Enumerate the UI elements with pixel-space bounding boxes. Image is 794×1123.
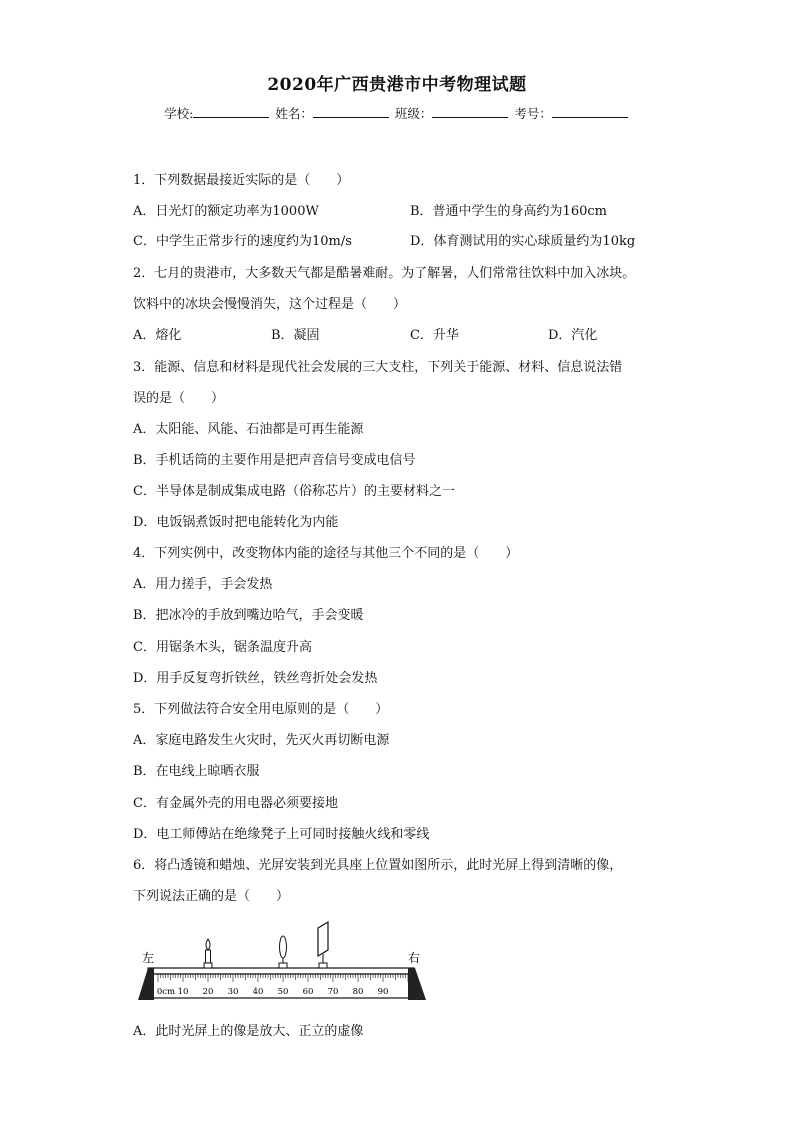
question-1-option-b[interactable]: B．普通中学生的身高约为160cm — [410, 204, 607, 219]
exam-title: 2020年广西贵港市中考物理试题 — [267, 75, 527, 95]
ruler-label-90: 90 — [377, 987, 389, 997]
class-label: 班级： — [394, 106, 433, 121]
question-4-option-c[interactable]: C．用锯条木头，锯条温度升高 — [133, 640, 312, 655]
ruler-label-70: 70 — [327, 987, 339, 997]
lens-glass — [280, 936, 287, 958]
class-blank[interactable] — [432, 104, 508, 118]
question-2-stem-line-1: 2．七月的贵港市，大多数天气都是酷暑难耐。为了解暑，人们常常往饮料中加入冰块。 — [133, 266, 636, 281]
question-3-stem-line-2: 误的是（ ） — [133, 391, 225, 406]
student-info-row — [0, 104, 794, 122]
ruler-label-60: 60 — [302, 987, 314, 997]
question-5-option-b[interactable]: B．在电线上晾晒衣服 — [133, 764, 260, 779]
question-1-stem: 1．下列数据最接近实际的是（ ） — [133, 173, 350, 188]
candle — [204, 939, 212, 968]
school-label: 学校: — [164, 106, 194, 121]
bench-rail — [148, 968, 414, 974]
question-6-stem-line-2: 下列说法正确的是（ ） — [133, 889, 290, 904]
name-label: 姓名： — [275, 106, 313, 121]
left-label: 左 — [142, 951, 155, 965]
question-1-option-c[interactable]: C．中学生正常步行的速度约为10m/s — [133, 234, 352, 249]
light-screen — [318, 922, 328, 968]
question-3-option-a[interactable]: A．太阳能、风能、石油都是可再生能源 — [133, 422, 364, 437]
ruler-label-80: 80 — [352, 987, 364, 997]
question-2-option-d[interactable]: D．汽化 — [548, 328, 598, 343]
lens-holder — [279, 963, 287, 968]
question-5-option-d[interactable]: D．电工师傅站在绝缘凳子上可同时接触火线和零线 — [133, 827, 430, 842]
candle-body — [206, 950, 211, 963]
question-3-option-c[interactable]: C．半导体是制成集成电路（俗称芯片）的主要材料之一 — [133, 484, 455, 499]
ruler-label-40: 40 — [252, 987, 264, 997]
question-2-option-a[interactable]: A．熔化 — [133, 328, 182, 343]
screen-holder — [319, 963, 327, 968]
ruler-label-20: 20 — [202, 987, 214, 997]
ruler-label-0: 0cm — [156, 987, 176, 997]
question-4-option-b[interactable]: B．把冰冷的手放到嘴边哈气，手会变暖 — [133, 608, 364, 623]
question-2-option-c[interactable]: C．升华 — [410, 328, 459, 343]
optical-bench-figure — [128, 918, 438, 1008]
question-2-stem-line-2: 饮料中的冰块会慢慢消失，这个过程是（ ） — [133, 297, 407, 312]
question-3-stem-line-1: 3．能源、信息和材料是现代社会发展的三大支柱，下列关于能源、材料、信息说法错 — [133, 360, 623, 375]
right-label: 右 — [408, 951, 421, 965]
screen-panel — [318, 922, 328, 956]
question-6-stem-line-1: 6．将凸透镜和蜡烛、光屏安装到光具座上位置如图所示，此时光屏上得到清晰的像， — [133, 858, 623, 873]
question-5-stem: 5．下列做法符合安全用电原则的是（ ） — [133, 702, 389, 717]
left-foot — [138, 968, 154, 1000]
candle-holder — [204, 963, 212, 968]
question-4-option-a[interactable]: A．用力搓手，手会发热 — [133, 577, 273, 592]
ruler-label-10: 10 — [177, 987, 189, 997]
candle-flame — [206, 939, 210, 950]
school-blank[interactable] — [193, 104, 269, 118]
question-1-option-d[interactable]: D．体育测试用的实心球质量约为10kg — [410, 234, 636, 249]
convex-lens — [279, 936, 287, 968]
exam-number-label: 考号： — [514, 106, 552, 121]
question-6-option-a[interactable]: A．此时光屏上的像是放大、正立的虚像 — [133, 1024, 364, 1039]
ruler-label-30: 30 — [227, 987, 239, 997]
question-5-option-c[interactable]: C．有金属外壳的用电器必须要接地 — [133, 796, 338, 811]
question-3-option-d[interactable]: D．电饭锅煮饭时把电能转化为内能 — [133, 515, 339, 530]
right-foot — [408, 968, 426, 1000]
question-5-option-a[interactable]: A．家庭电路发生火灾时，先灭火再切断电源 — [133, 733, 390, 748]
question-1-option-a[interactable]: A．日光灯的额定功率为1000W — [133, 204, 319, 219]
name-blank[interactable] — [313, 104, 389, 118]
question-2-option-b[interactable]: B．凝固 — [271, 328, 320, 343]
question-4-option-d[interactable]: D．用手反复弯折铁丝，铁丝弯折处会发热 — [133, 671, 378, 686]
ruler-label-50: 50 — [277, 987, 289, 997]
question-4-stem: 4．下列实例中，改变物体内能的途径与其他三个不同的是（ ） — [133, 546, 519, 561]
question-3-option-b[interactable]: B．手机话筒的主要作用是把声音信号变成电信号 — [133, 453, 416, 468]
exam-number-blank[interactable] — [552, 104, 628, 118]
